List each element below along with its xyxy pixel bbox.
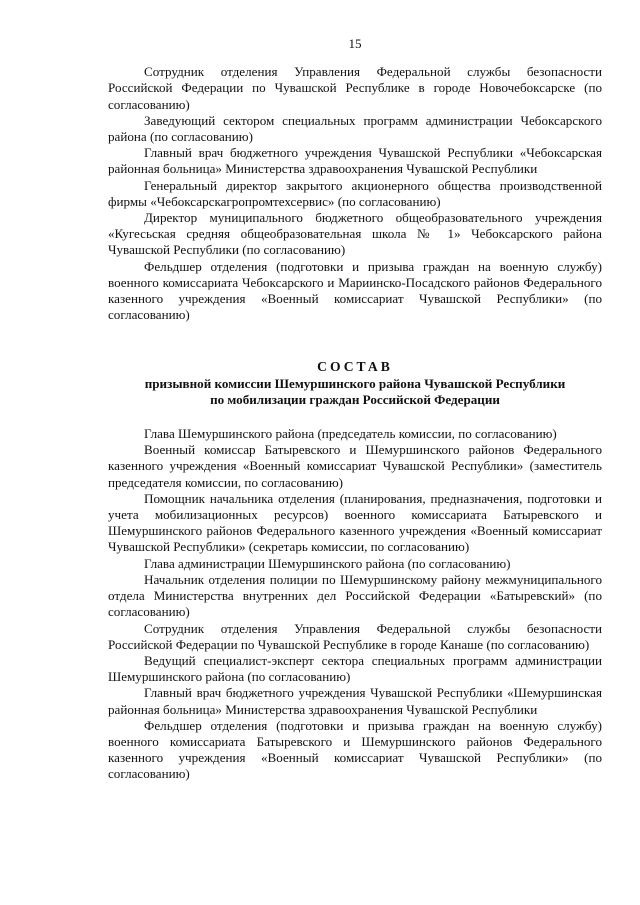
list-item: Помощник начальника отделения (планирования, предназначения, подготовки и учета мобилизационных ресурсов) военного комиссариата Батыревского и Шемуршинского районов Федерального казенного учреждения «Военный комиссариат Чувашской Республики» (секретарь комиссии, по согласованию) (108, 490, 602, 555)
list-item: Главный врач бюджетного учреждения Чувашской Республики «Чебоксарская районная больница» Министерства здравоохранения Чувашской Республики (108, 145, 602, 177)
list-item: Ведущий специалист-эксперт сектора специальных программ администрации Шемуршинского района (по согласованию) (108, 652, 602, 685)
list-item: Главный врач бюджетного учреждения Чувашской Республики «Шемуршинская районная больница» Министерства здравоохранения Чувашской Республики (108, 685, 602, 717)
spacer (108, 408, 602, 426)
heading-line-1: призывной комиссии Шемуршинского района Чувашской Республики (144, 375, 566, 391)
list-item: Фельдшер отделения (подготовки и призыва граждан на военную службу) военного комиссариата Чебоксарского и Мариинско-Посадского районов Федерального казенного учреждения «Военный комиссариат Чувашской Республики» (по согласованию) (108, 258, 602, 323)
list-item: Военный комиссар Батыревского и Шемуршинского районов Федерального казенного учреждения «Военный комиссариат Чувашской Республики» (заместитель председателя комиссии, по согласованию) (108, 442, 602, 490)
heading-line-2: по мобилизации граждан Российской Федерации (210, 391, 500, 407)
heading-title: СОСТАВ (317, 359, 393, 375)
list-item: Глава Шемуршинского района (председатель комиссии, по согласованию) (144, 426, 557, 442)
intro-section (108, 64, 602, 323)
page-number: 15 (348, 36, 362, 51)
list-item: Генеральный директор закрытого акционерного общества производственной фирмы «Чебоксарскагропромтехсервис» (по согласованию) (108, 177, 602, 209)
list-item: Заведующий сектором специальных программ администрации Чебоксарского района (по согласованию) (108, 112, 602, 145)
list-item: Глава администрации Шемуршинского района (по согласованию) (144, 555, 511, 571)
list-item: Начальник отделения полиции по Шемуршинскому району межмуниципального отдела Министерства внутренних дел Российской Федерации «Батыревский» (по согласованию) (108, 571, 602, 620)
list-item: Директор муниципального бюджетного общеобразовательного учреждения «Кугесьская средняя общеобразовательная школа № 1» Чебоксарского района Чувашской Республики (по согласованию) (108, 210, 602, 258)
section-heading (108, 359, 602, 408)
list-item: Сотрудник отделения Управления Федеральной службы безопасности Российской Федерации по Чувашской Республике в городе Канаше (по согласованию) (108, 620, 602, 652)
list-item: Фельдшер отделения (подготовки и призыва граждан на военную службу) военного комиссариата Батыревского и Шемуршинского районов Федерального казенного учреждения «Военный комиссариат Чувашской Республики» (по согласованию) (108, 717, 602, 782)
members-section (108, 426, 602, 782)
list-item: Сотрудник отделения Управления Федеральной службы безопасности Российской Федерации по Чувашской Республике в городе Новочебоксарске (по согласованию) (108, 64, 602, 112)
